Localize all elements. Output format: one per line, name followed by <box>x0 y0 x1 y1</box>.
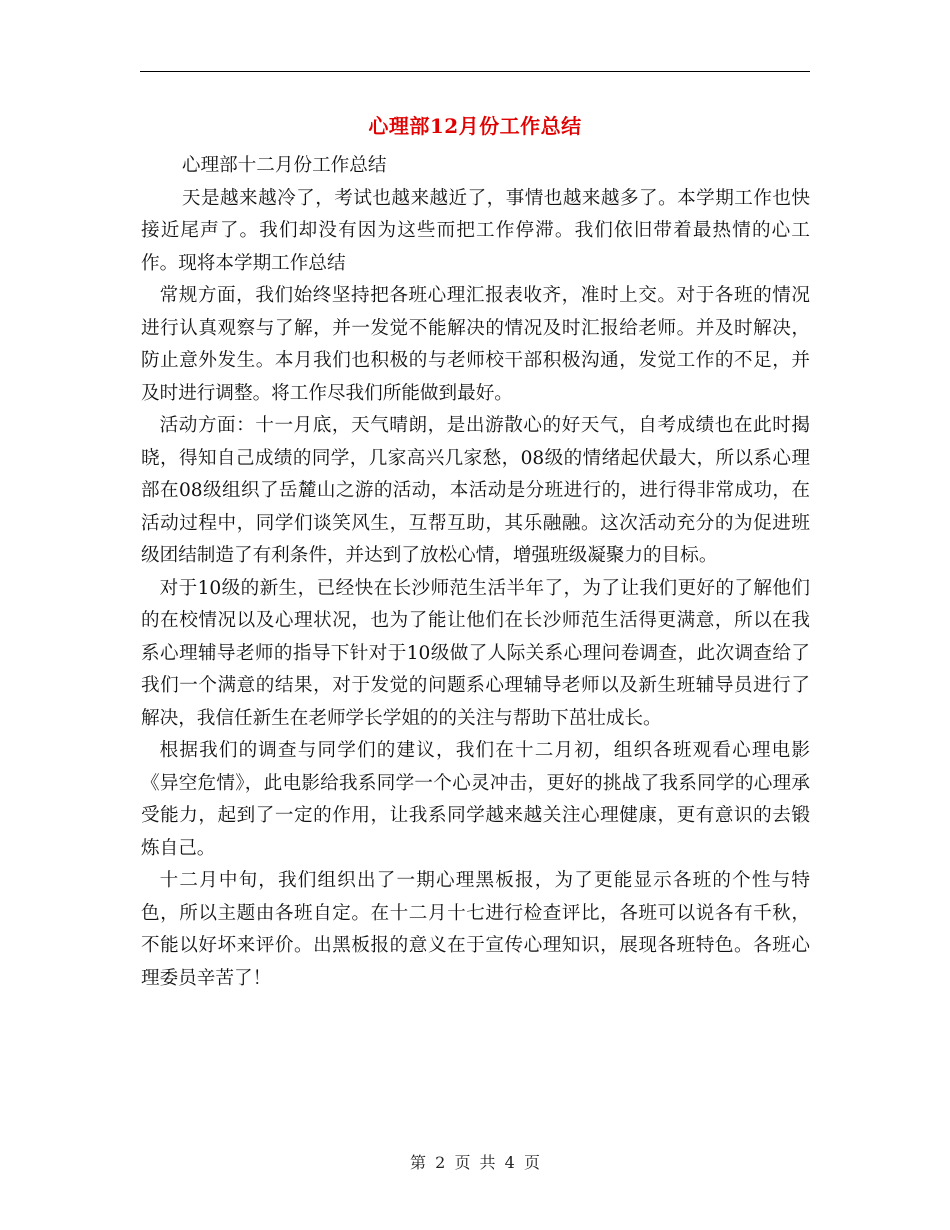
paragraph-intro: 天是越来越冷了，考试也越来越近了，事情也越来越多了。本学期工作也快接近尾声了。我们却没有因为这些而把工作停滞。我们依旧带着最热情的心工作。现将本学期工作总结 <box>141 187 810 274</box>
footer-current-page: 2 <box>435 1153 446 1172</box>
page-footer <box>0 1151 950 1175</box>
footer-page-unit: 页 <box>454 1153 471 1172</box>
paragraph-freshmen-survey: 对于10级的新生，已经快在长沙师范生活半年了，为了让我们更好的了解他们的在校情况以及心理状况，也为了能让他们在长沙师范生活得更满意，所以在我系心理辅导老师的指导下针对于10级做了人际关系心理问卷调查，此次调查给了我们一个满意的结果，对于发觉的问题系心理辅导老师以及新生班辅导员进行了解决，我信任新生在老师学长学姐的的关注与帮助下茁壮成长。 <box>141 577 810 729</box>
footer-total-unit: 页 <box>523 1153 540 1172</box>
header-divider <box>140 71 810 72</box>
footer-total-pages: 4 <box>504 1153 515 1172</box>
paragraph-routine: 常规方面，我们始终坚持把各班心理汇报表收齐，准时上交。对于各班的情况进行认真观察与了解，并一发觉不能解决的情况及时汇报给老师。并及时解决，防止意外发生。本月我们也积极的与老师校干部积极沟通，发觉工作的不足，并及时进行调整。将工作尽我们所能做到最好。 <box>141 285 810 404</box>
paragraph-activities: 活动方面：十一月底，天气晴朗，是出游散心的好天气，自考成绩也在此时揭晓，得知自己成绩的同学，几家高兴几家愁，08级的情绪起伏最大，所以系心理部在08级组织了岳麓山之游的活动，本活动是分班进行的，进行得非常成功，在活动过程中，同学们谈笑风生，互帮互助，其乐融融。这次活动充分的为促进班级团结制造了有利条件，并达到了放松心情，增强班级凝聚力的目标。 <box>141 415 810 566</box>
footer-total-prefix: 共 <box>479 1153 496 1172</box>
paragraph-subtitle: 心理部十二月份工作总结 <box>181 155 387 176</box>
paragraph-blackboard: 十二月中旬，我们组织出了一期心理黑板报，为了更能显示各班的个性与特色，所以主题由各班自定。在十二月十七进行检查评比，各班可以说各有千秋，不能以好坏来评价。出黑板报的意义在于宣传心理知识，展现各班特色。各班心理委员辛苦了！ <box>141 870 810 989</box>
paragraph-movie: 根据我们的调查与同学们的建议，我们在十二月初，组织各班观看心理电影《异空危情》，此电影给我系同学一个心灵冲击，更好的挑战了我系同学的心理承受能力，起到了一定的作用，让我系同学越来越关注心理健康，更有意识的去锻炼自己。 <box>141 740 810 859</box>
document-title: 心理部12月份工作总结 <box>368 114 582 138</box>
document-body <box>141 150 810 995</box>
footer-prefix: 第 <box>410 1153 427 1172</box>
